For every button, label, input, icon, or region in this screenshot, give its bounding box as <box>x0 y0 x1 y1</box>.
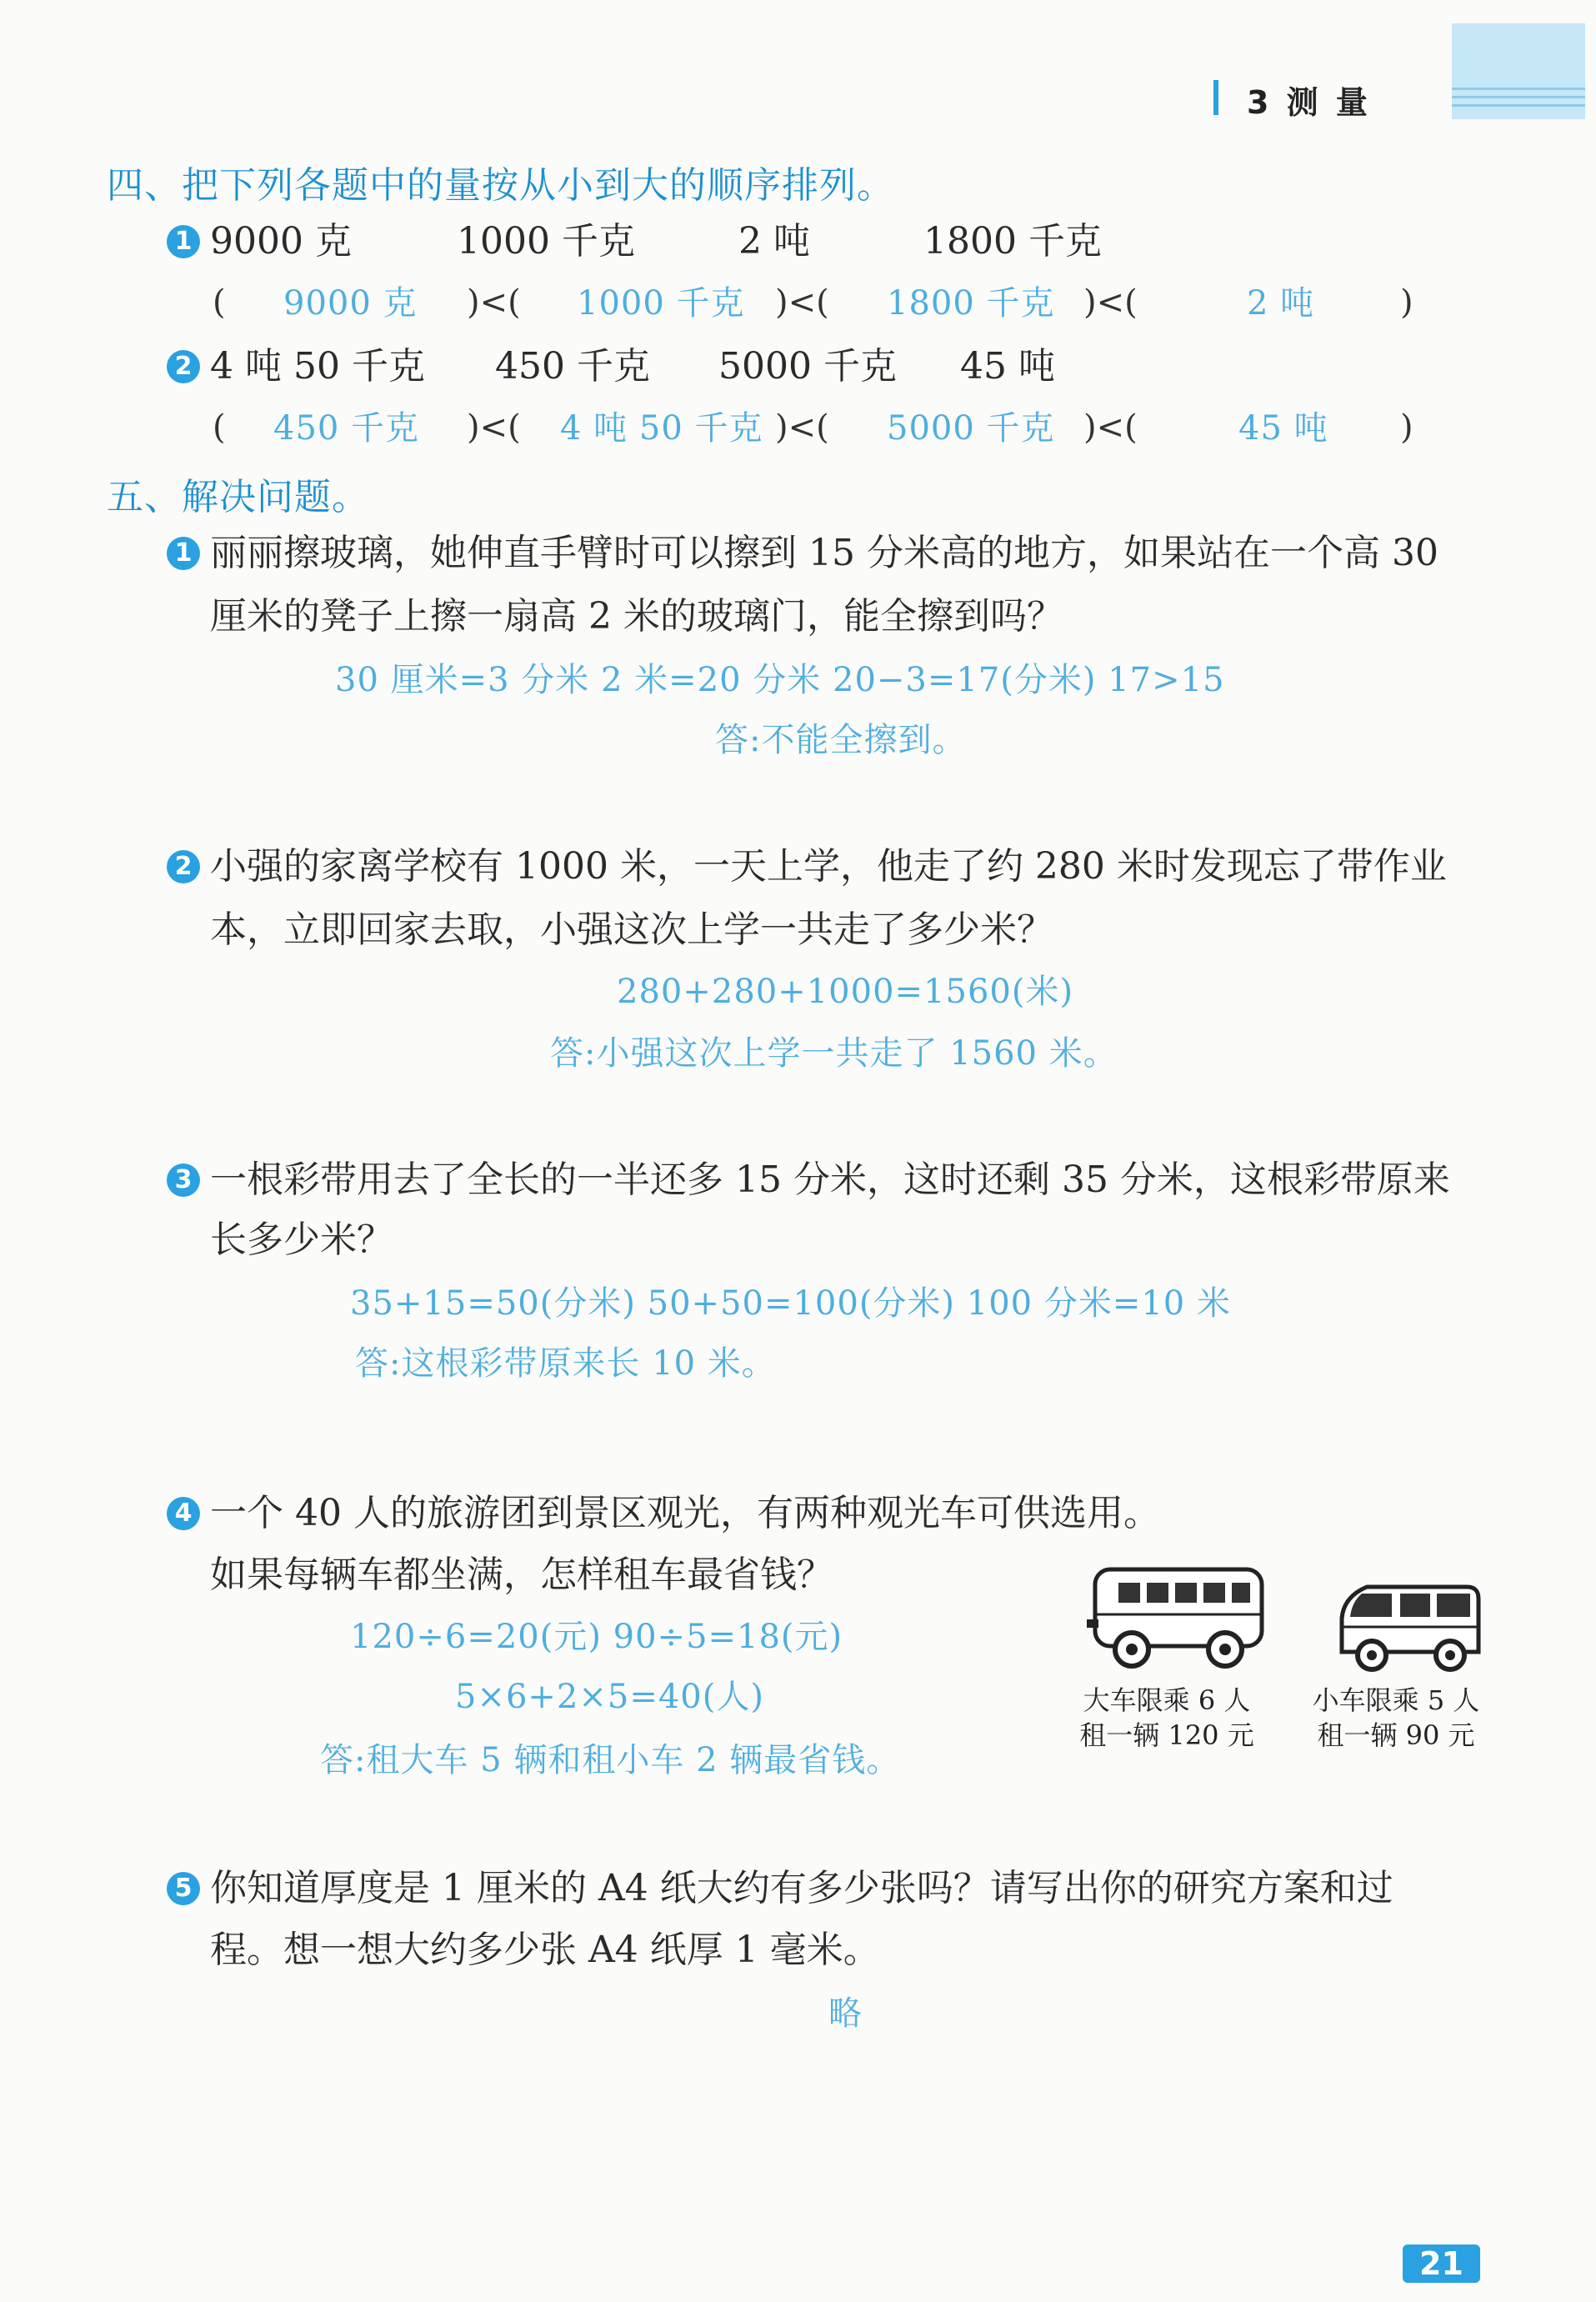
problem-text: 一根彩带用去了全长的一半还多 15 分米，这时还剩 35 分米，这根彩带原来 <box>210 1159 1450 1201</box>
section-5-title: 五、解决问题。 <box>107 476 369 518</box>
q2-item: 450 千克 <box>495 345 650 388</box>
open-paren: ( <box>213 408 226 447</box>
big-bus-capacity: 大车限乘 6 人 <box>1083 1684 1251 1716</box>
problem-text: 丽丽擦玻璃，她伸直手臂时可以擦到 15 分米高的地方，如果站在一个高 30 <box>210 532 1438 574</box>
chapter-title: 3 测 量 <box>1247 84 1371 121</box>
solution-work: 35+15=50(分米) 50+50=100(分米) 100 分米=10 米 <box>350 1284 1231 1323</box>
small-bus-icon <box>1325 1575 1492 1679</box>
q2-answer: 5000 千克 <box>887 409 1055 448</box>
question-number: 2 <box>167 350 200 383</box>
less-than: )<( <box>1083 408 1138 447</box>
q2-item: 5000 千克 <box>718 345 897 388</box>
big-bus-price: 租一辆 120 元 <box>1079 1719 1254 1751</box>
problem-number: 3 <box>167 1164 200 1197</box>
problem-text: 小强的家离学校有 1000 米，一天上学，他走了约 280 米时发现忘了带作业 <box>210 845 1447 888</box>
section-4-title: 四、把下列各题中的量按从小到大的顺序排列。 <box>107 164 894 207</box>
problem-text: 如果每辆车都坐满，怎样租车最省钱？ <box>210 1554 833 1596</box>
problem-number: 1 <box>167 537 200 570</box>
header-bar <box>1213 80 1218 115</box>
q1-item: 1800 千克 <box>923 220 1102 263</box>
solution-work: 30 厘米=3 分米 2 米=20 分米 20−3=17(分米) 17>15 <box>335 661 1225 699</box>
less-than: )<( <box>467 283 521 322</box>
q2-item: 4 吨 50 千克 <box>210 345 425 388</box>
q2-answer: 4 吨 50 千克 <box>560 409 763 448</box>
less-than: )<( <box>775 408 829 447</box>
q1-item: 9000 克 <box>210 220 352 263</box>
solution-answer: 答:小强这次上学一共走了 1560 米。 <box>550 1034 1118 1073</box>
solution-work: 280+280+1000=1560(米) <box>617 973 1074 1011</box>
q1-answer: 9000 克 <box>283 284 418 323</box>
small-bus-capacity: 小车限乘 5 人 <box>1312 1684 1480 1716</box>
problem-text: 一个 40 人的旅游团到景区观光，有两种观光车可供选用。 <box>210 1492 1160 1534</box>
header-stripe <box>1452 104 1585 107</box>
less-than: )<( <box>1083 283 1138 322</box>
q1-answer: 1000 千克 <box>577 284 745 323</box>
problem-text: 长多少米？ <box>210 1219 393 1261</box>
q2-answer: 450 千克 <box>273 409 420 448</box>
q2-item: 45 吨 <box>960 345 1055 388</box>
q1-answer: 2 吨 <box>1247 284 1315 323</box>
problem-text: 程。想一想大约多少张 A4 纸厚 1 毫米。 <box>210 1929 880 1971</box>
problem-text: 厘米的凳子上擦一扇高 2 米的玻璃门，能全擦到吗？ <box>210 595 1063 638</box>
header-stripe <box>1452 88 1585 90</box>
close-paren: ) <box>1400 408 1413 447</box>
close-paren: ) <box>1400 283 1413 322</box>
less-than: )<( <box>467 408 521 447</box>
page-number: 21 <box>1403 2244 1480 2283</box>
q1-item: 2 吨 <box>738 220 810 263</box>
problem-number: 5 <box>167 1872 200 1905</box>
solution-answer: 略 <box>828 1994 863 2033</box>
big-bus-icon <box>1083 1563 1275 1679</box>
open-paren: ( <box>213 283 226 322</box>
solution-work: 5×6+2×5=40(人) <box>455 1678 764 1716</box>
problem-number: 2 <box>167 850 200 883</box>
small-bus-price: 租一辆 90 元 <box>1317 1719 1475 1751</box>
header-stripe <box>1452 96 1585 98</box>
problem-text: 你知道厚度是 1 厘米的 A4 纸大约有多少张吗？请写出你的研究方案和过 <box>210 1867 1393 1909</box>
q1-answer: 1800 千克 <box>887 284 1055 323</box>
q2-answer: 45 吨 <box>1238 409 1328 448</box>
solution-answer: 答:租大车 5 辆和租小车 2 辆最省钱。 <box>320 1741 901 1779</box>
question-number: 1 <box>167 225 200 258</box>
q1-item: 1000 千克 <box>457 220 635 263</box>
problem-text: 本，立即回家去取，小强这次上学一共走了多少米？ <box>210 908 1053 951</box>
less-than: )<( <box>775 283 829 322</box>
problem-number: 4 <box>167 1497 200 1530</box>
solution-work: 120÷6=20(元) 90÷5=18(元) <box>350 1618 843 1656</box>
solution-answer: 答:这根彩带原来长 10 米。 <box>355 1344 776 1383</box>
solution-answer: 答:不能全擦到。 <box>715 721 967 759</box>
